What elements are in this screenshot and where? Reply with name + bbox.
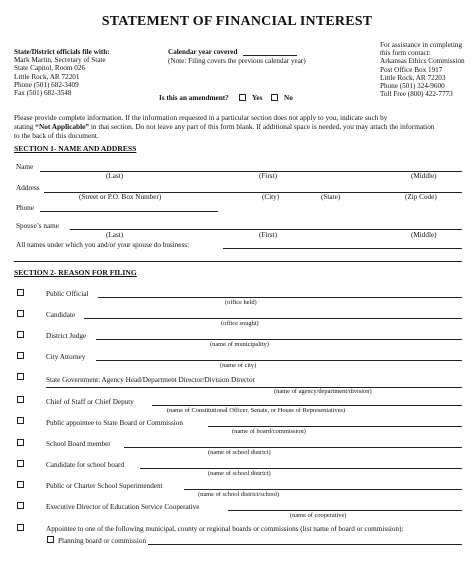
instructions [14, 113, 464, 140]
instructions-line-3: to the back of this document. [14, 131, 99, 140]
reason-label-state-board-appointee: Public appointee to State Board or Commission [46, 419, 183, 427]
city-name-field[interactable] [96, 360, 462, 361]
reason-checkbox-district-judge[interactable] [17, 331, 24, 338]
reason-label-candidate: Candidate [46, 311, 76, 319]
office-held-caption: (office held) [225, 299, 257, 306]
agency-field[interactable] [46, 387, 462, 388]
reason-label-superintendent: Public or Charter School Superintendent [46, 482, 163, 490]
constitutional-officer-caption: (name of Constitutional Officer, Senate, or House of Representatives) [167, 407, 346, 414]
reason-label-chief-of-staff: Chief of Staff or Chief Deputy [46, 398, 134, 406]
section-2-heading: SECTION 2- REASON FOR FILING [14, 268, 137, 277]
name-first-caption: (First) [259, 172, 277, 180]
office-sought-field[interactable] [84, 318, 462, 319]
amendment-label: Is this an amendment? [159, 94, 229, 102]
reason-checkbox-school-board-member[interactable] [17, 439, 24, 446]
filing-office-block [14, 48, 110, 97]
reason-checkbox-city-attorney[interactable] [17, 352, 24, 359]
reason-checkbox-candidate[interactable] [17, 310, 24, 317]
reason-label-education-cooperative: Executive Director of Education Service Cooperative [46, 503, 200, 511]
spouse-name-label: Spouse’s name [16, 222, 59, 230]
calendar-year-field[interactable] [243, 55, 297, 56]
section-1-heading: SECTION 1- NAME AND ADDRESS [14, 144, 137, 153]
reason-label-school-board-member: School Board member [46, 440, 111, 448]
address-state-caption: (State) [321, 193, 341, 201]
filing-office-line: Phone (501) 682-3409 [14, 80, 79, 89]
contact-line: Toll Free (800) 422-7773 [380, 90, 453, 99]
filing-office-line: Fax (501) 682-3548 [14, 89, 72, 98]
amendment-yes-checkbox[interactable] [239, 94, 246, 101]
agency-caption: (name of agency/department/division) [274, 388, 372, 395]
contact-line: Phone (501) 324-9600 [380, 82, 445, 91]
not-applicable-text: “Not Applicable” [35, 122, 90, 131]
instructions-text: in that section. Do not leave any part of this form blank. If additional space is needed, you may attach the information [89, 122, 435, 131]
spouse-middle-caption: (Middle) [411, 231, 437, 239]
candidate-school-district-caption: (name of school district) [208, 470, 271, 477]
planning-board-checkbox[interactable] [47, 536, 54, 543]
reason-checkbox-superintendent[interactable] [17, 481, 24, 488]
amendment-no-checkbox[interactable] [271, 94, 278, 101]
filing-office-line: Little Rock, AR 72201 [14, 72, 80, 81]
state-board-field[interactable] [208, 426, 462, 427]
superintendent-school-caption: (name of school district/school) [198, 491, 280, 498]
phone-field[interactable] [40, 211, 218, 212]
filing-office-line: Mark Martin, Secretary of State [14, 56, 106, 65]
candidate-school-district-field[interactable] [140, 468, 462, 469]
amendment-yes-label: Yes [252, 94, 263, 102]
business-names-field-continued[interactable] [14, 261, 462, 262]
address-label: Address [16, 184, 40, 192]
instructions-line-1: Please provide complete information. If the information requested in a particular section does not apply to you, indicate such by [14, 113, 388, 122]
reason-label-school-board-candidate: Candidate for school board [46, 461, 125, 469]
business-names-label: All names under which you and/or your spouse do business: [16, 241, 190, 249]
reason-label-city-attorney: City Attorney [46, 353, 86, 361]
constitutional-officer-field[interactable] [152, 405, 462, 406]
state-board-caption: (name of board/commission) [232, 428, 306, 435]
reason-checkbox-public-official[interactable] [17, 289, 24, 296]
reason-label-public-official: Public Official [46, 290, 89, 298]
contact-line: For assistance in completing [380, 41, 463, 49]
cooperative-field[interactable] [228, 510, 462, 511]
contact-line: Little Rock, AR 72203 [380, 73, 446, 82]
reason-checkbox-education-cooperative[interactable] [17, 502, 24, 509]
name-middle-caption: (Middle) [411, 172, 437, 180]
business-names-field[interactable] [223, 248, 462, 249]
planning-board-label: Planning board or commission [58, 537, 147, 545]
municipality-caption: (name of municipality) [210, 341, 269, 348]
reason-label-district-judge: District Judge [46, 332, 87, 340]
name-last-caption: (Last) [106, 172, 124, 180]
cooperative-caption: (name of cooperative) [290, 512, 347, 519]
office-sought-caption: (office sought) [221, 320, 259, 327]
form-title: STATEMENT OF FINANCIAL INTEREST [101, 14, 373, 29]
address-street-caption: (Street or P.O. Box Number) [79, 193, 162, 201]
spouse-first-caption: (First) [259, 231, 277, 239]
school-district-field[interactable] [124, 447, 462, 448]
assistance-contact-block [380, 41, 465, 98]
name-field[interactable] [40, 171, 462, 172]
contact-line: this form contact: [380, 49, 431, 58]
spouse-name-field[interactable] [70, 229, 462, 230]
filing-office-line: State Capitol, Room 026 [14, 64, 86, 73]
reason-checkbox-state-government[interactable] [17, 373, 24, 380]
name-label: Name [16, 163, 34, 171]
amendment-no-label: No [284, 94, 293, 102]
calendar-year-label: Calendar year covered [168, 48, 238, 56]
calendar-year-note: (Note: Filing covers the previous calendar year) [168, 57, 306, 65]
city-name-caption: (name of city) [220, 362, 257, 369]
reason-label-local-board-appointee: Appointee to one of the following municipal, county or regional boards or commissions (list name of board or commission): [46, 525, 404, 533]
reason-checkbox-school-board-candidate[interactable] [17, 460, 24, 467]
reason-checkbox-chief-of-staff[interactable] [17, 396, 24, 403]
filing-office-heading: State/District officials file with: [14, 48, 110, 56]
address-city-caption: (City) [262, 193, 280, 201]
phone-label: Phone [16, 204, 34, 212]
instructions-text: stating [14, 122, 36, 131]
contact-line: Post Office Box 1917 [380, 65, 443, 74]
reason-checkbox-state-board-appointee[interactable] [17, 417, 24, 424]
reason-checkbox-local-board-appointee[interactable] [17, 524, 24, 531]
contact-line: Arkansas Ethics Commission [380, 57, 465, 66]
address-zip-caption: (Zip Code) [405, 193, 437, 201]
spouse-last-caption: (Last) [106, 231, 124, 239]
reason-label-state-government: State Government: Agency Head/Department Director/Division Director [46, 376, 255, 384]
school-district-caption: (name of school district) [208, 449, 271, 456]
municipality-field[interactable] [96, 339, 462, 340]
office-held-field[interactable] [98, 297, 462, 298]
planning-board-field[interactable] [148, 544, 462, 545]
instructions-line-2 [14, 122, 464, 131]
superintendent-school-field[interactable] [184, 489, 462, 490]
